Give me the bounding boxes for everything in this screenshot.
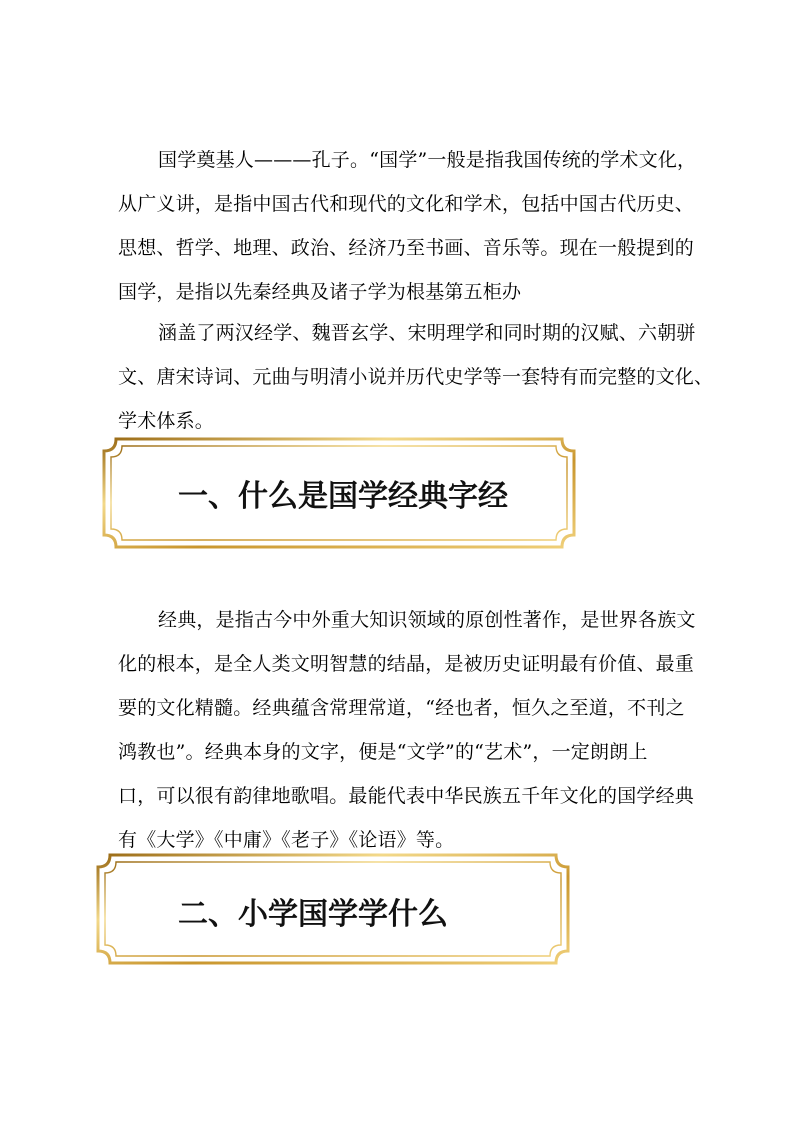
section-heading-frame (102, 437, 576, 549)
text-line: 鸿教也”。经典本身的文字，便是“文学”的“艺术”，一定朗朗上 (118, 741, 648, 763)
text-line: 国学奠基人———孔子。“国学”一般是指我国传统的学术文化， (158, 149, 697, 171)
text-line: 要的文化精髓。经典蕴含常理常道，“经也者，恒久之至道，不刊之 (118, 697, 685, 719)
section-title: 一、什么是国学经典字经 (178, 479, 508, 514)
text-line: 学术体系。 (118, 410, 215, 432)
text-line: 涵盖了两汉经学、魏晋玄学、宋明理学和同时期的汉赋、六朝骈 (158, 322, 696, 344)
text-line: 从广义讲，是指中国古代和现代的文化和学术，包括中国古代历史、 (118, 193, 695, 215)
section-title: 二、小学国学学什么 (178, 897, 448, 932)
text-line: 口，可以很有韵律地歌唱。最能代表中华民族五千年文化的国学经典 (118, 785, 695, 807)
text-line: 化的根本，是全人类文明智慧的结晶，是被历史证明最有价值、最重 (118, 653, 695, 675)
text-line: 经典，是指古今中外重大知识领域的原创性著作，是世界各族文 (158, 609, 696, 631)
text-line: 有《大学》《中庸》《老子》《论语》等。 (118, 829, 455, 851)
text-line: 思想、哲学、地理、政治、经济乃至书画、音乐等。现在一般提到的 (118, 237, 695, 259)
section1-paragraph (118, 598, 696, 862)
intro-paragraph-2 (118, 311, 714, 443)
section-heading-frame (96, 853, 570, 965)
text-line: 国学，是指以先秦经典及诸子学为根基第五柜办 (118, 281, 522, 303)
text-line: 文、唐宋诗词、元曲与明清小说并历代史学等一套特有而完整的文化、 (118, 366, 714, 388)
intro-paragraph (118, 138, 697, 314)
